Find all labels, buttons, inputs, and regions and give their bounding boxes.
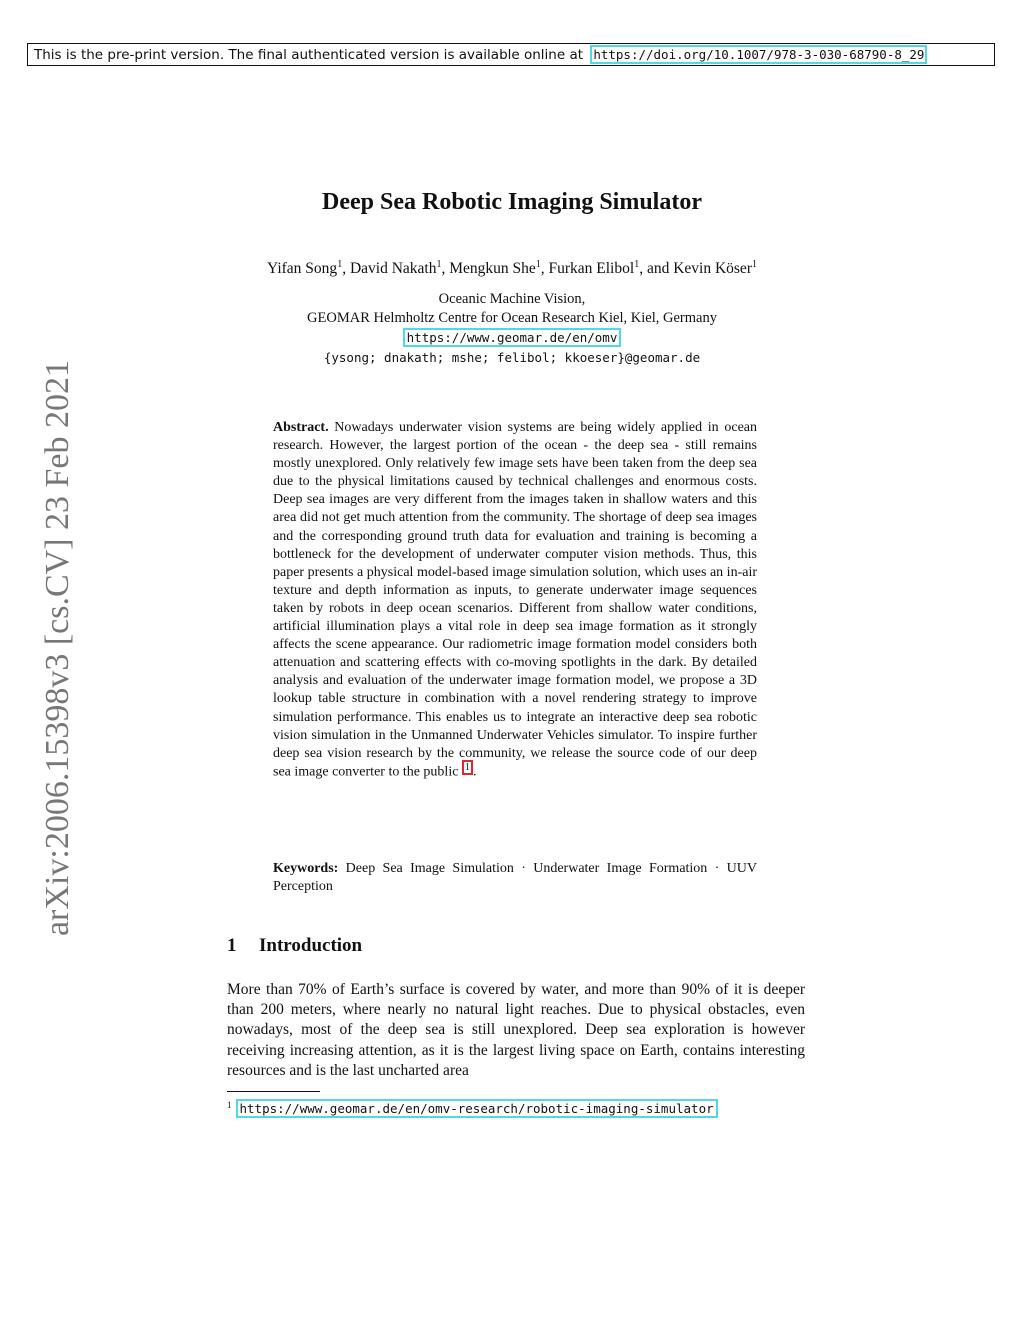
author-name: Yifan Song (267, 260, 338, 278)
abstract-end: . (472, 764, 477, 780)
banner-text: This is the pre-print version. The final authenticated version is available online at (34, 47, 584, 63)
author-emails: {ysong; dnakath; mshe; felibol; kkoeser}@geomar.de (323, 350, 701, 365)
author-affil-mark: 1 (751, 259, 757, 270)
author-affil-mark: 1 (634, 259, 640, 270)
author-name: Mengkun She (449, 260, 536, 278)
footnote-mark: 1 (227, 1100, 232, 1110)
keywords (273, 860, 757, 896)
doi-link[interactable]: https://doi.org/10.1007/978-3-030-68790-8_29 (590, 45, 927, 64)
section-heading (227, 933, 362, 959)
author-separator: , and (639, 260, 674, 278)
author-affil-mark: 1 (337, 259, 343, 270)
author-affil-mark: 1 (535, 259, 541, 270)
preprint-banner (27, 43, 995, 66)
author-list (0, 254, 1024, 280)
abstract (273, 419, 757, 782)
abstract-label: Abstract. (273, 420, 329, 435)
affiliation-group: Oceanic Machine Vision, (438, 291, 586, 307)
author-name: David Nakath (349, 260, 437, 278)
author-name: Kevin Köser (673, 260, 752, 278)
author-separator: , (342, 260, 350, 278)
section-number: 1 (227, 935, 237, 956)
author-affil-mark: 1 (436, 259, 442, 270)
intro-paragraph: More than 70% of Earth’s surface is covered by water, and more than 90% of it is deeper than 200 meters, where nearly no natural light reaches. Due to physical obstacles, even nowadays, most of the deep sea is still unexplored. Deep sea exploration is however receiving increasing attention, as it is the largest living space on Earth, contains interesting resources and is the last uncharted area (227, 981, 805, 1079)
footnote (227, 1094, 718, 1120)
footnote-rule (227, 1091, 320, 1092)
author-separator: , (441, 260, 450, 278)
affiliation-block (0, 290, 1024, 367)
section-title: Introduction (259, 935, 363, 956)
author-name: Furkan Elibol (548, 260, 635, 278)
affiliation-institute: GEOMAR Helmholtz Centre for Ocean Research Kiel, Kiel, Germany (307, 310, 717, 326)
keywords-label: Keywords: (273, 861, 339, 876)
affiliation-url-link[interactable]: https://www.geomar.de/en/omv (403, 328, 622, 347)
paper-title: Deep Sea Robotic Imaging Simulator (322, 189, 702, 215)
arxiv-stamp: arXiv:2006.15398v3 [cs.CV] 23 Feb 2021 (39, 359, 76, 937)
author-separator: , (540, 260, 549, 278)
abstract-text: Nowadays underwater vision systems are being widely applied in ocean research. However, the largest portion of the ocean - the deep sea - still remains mostly unexplored. Only relatively few image sets have been taken from the deep sea due to the physical limitations caused by technical challenges and enormous costs. Deep sea images are very different from the images taken in shallow waters and this area did not get much attention from the community. The shortage of deep sea images and the corresponding ground truth data for evaluation and training is becoming a bottleneck for the development of underwater computer vision methods. Thus, this paper presents a physical model-based image simulation solution, which uses an in-air texture and depth information as inputs, to generate underwater image sequences taken by robots in deep ocean scenarios. Different from shallow water conditions, artificial illumination plays a vital role in deep sea image formation as it strongly affects the scene appearance. Our radiometric image formation model considers both attenuation and scattering effects with co-moving spotlights in the dark. By detailed analysis and evaluation of the underwater image formation model, we propose a 3D lookup table structure in combination with a novel rendering strategy to improve simulation performance. This enables us to integrate an interactive deep sea robotic vision simulation in the Unmanned Underwater Vehicles simulator. To inspire further deep sea vision research by the community, we release the source code of our deep sea image converter to the public (273, 420, 757, 780)
keywords-text: Deep Sea Image Simulation · Underwater Image Formation · UUV Perception (273, 861, 757, 895)
footnote-ref-link[interactable]: 1 (462, 760, 473, 775)
footnote-url-link[interactable]: https://www.geomar.de/en/omv-research/robotic-imaging-simulator (236, 1099, 718, 1118)
